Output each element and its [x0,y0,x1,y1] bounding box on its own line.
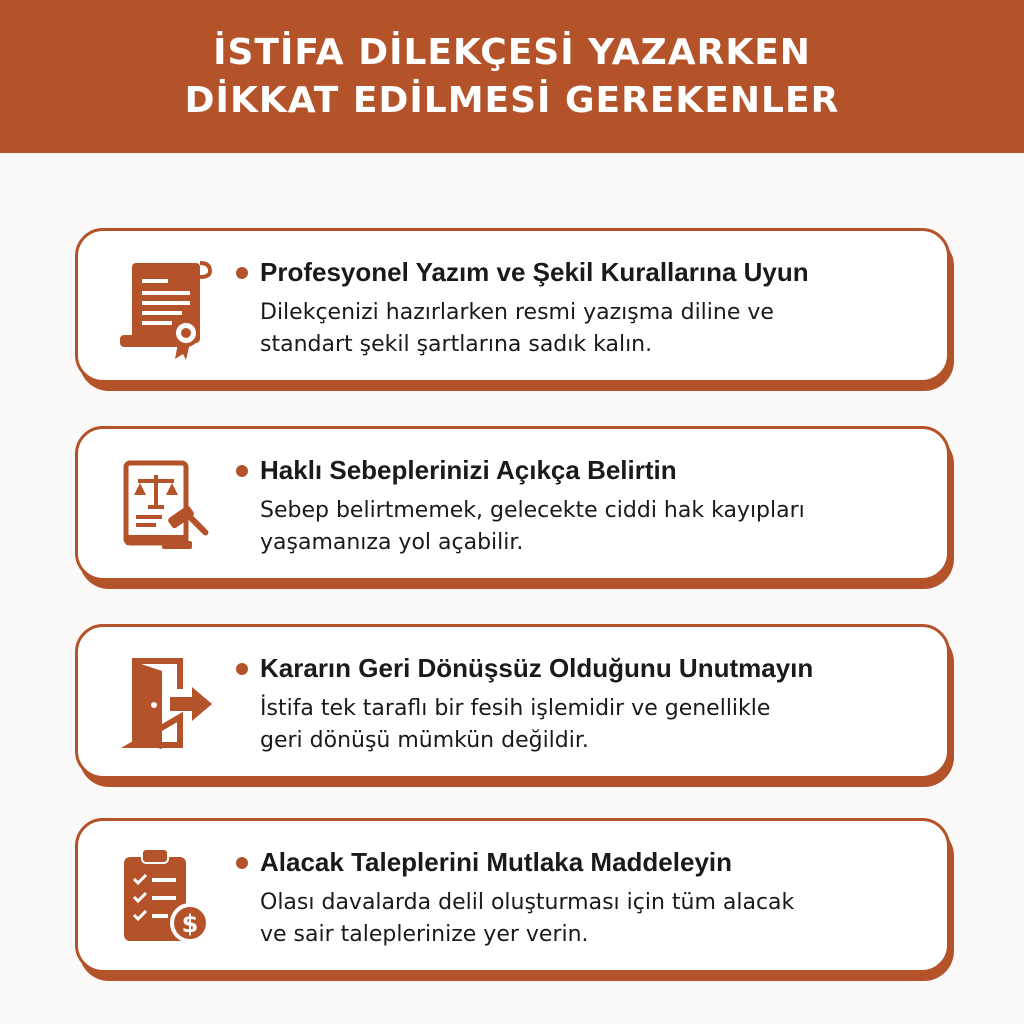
law-book-gavel-icon [108,449,220,561]
page-title-line-1: İSTİFA DİLEKÇESİ YAZARKEN [213,31,811,73]
tip-description [260,887,927,951]
page-title-line-2: DİKKAT EDİLMESİ GEREKENLER [184,79,840,121]
bullet-dot [236,267,248,279]
tip-description-line-1: Dilekçenizi hazırlarken resmi yazışma diline ve [260,300,774,325]
tip-description-line-2: standart şekil şartlarına sadık kalın. [260,332,653,357]
svg-text:$: $ [181,910,199,938]
tip-card-1 [75,228,950,383]
tip-description-line-1: Sebep belirtmemek, gelecekte ciddi hak kayıpları [260,498,805,523]
scroll-document-icon [108,251,220,363]
card-panel [75,228,950,383]
bullet-dot [236,465,248,477]
tip-description-line-2: geri dönüşü mümkün değildir. [260,728,589,753]
card-panel [75,818,950,973]
tip-description-line-1: Olası davalarda delil oluşturması için tüm alacak [260,890,795,915]
card-panel [75,624,950,779]
tip-description [260,297,927,361]
card-panel [75,426,950,581]
tip-description-line-2: yaşamanıza yol açabilir. [260,530,524,555]
header-banner [0,0,1024,153]
tip-description-line-2: ve sair taleplerinize yer verin. [260,922,589,947]
tip-title: Alacak Taleplerini Mutlaka Maddeleyin [260,847,733,877]
tip-card-2 [75,426,950,581]
tip-card-3 [75,624,950,779]
bullet-dot [236,663,248,675]
tip-title: Haklı Sebeplerinizi Açıkça Belirtin [260,455,677,485]
exit-door-icon [108,647,220,759]
tip-title: Kararın Geri Dönüşsüz Olduğunu Unutmayın [260,653,814,683]
tip-description-line-1: İstifa tek taraflı bir fesih işlemidir ve genellikle [260,696,771,721]
clipboard-checklist-dollar-icon [108,841,220,953]
tip-title: Profesyonel Yazım ve Şekil Kurallarına Uyun [260,257,809,287]
tip-description [260,693,927,757]
bullet-dot [236,857,248,869]
tip-card-4 [75,818,950,973]
tip-description [260,495,927,559]
